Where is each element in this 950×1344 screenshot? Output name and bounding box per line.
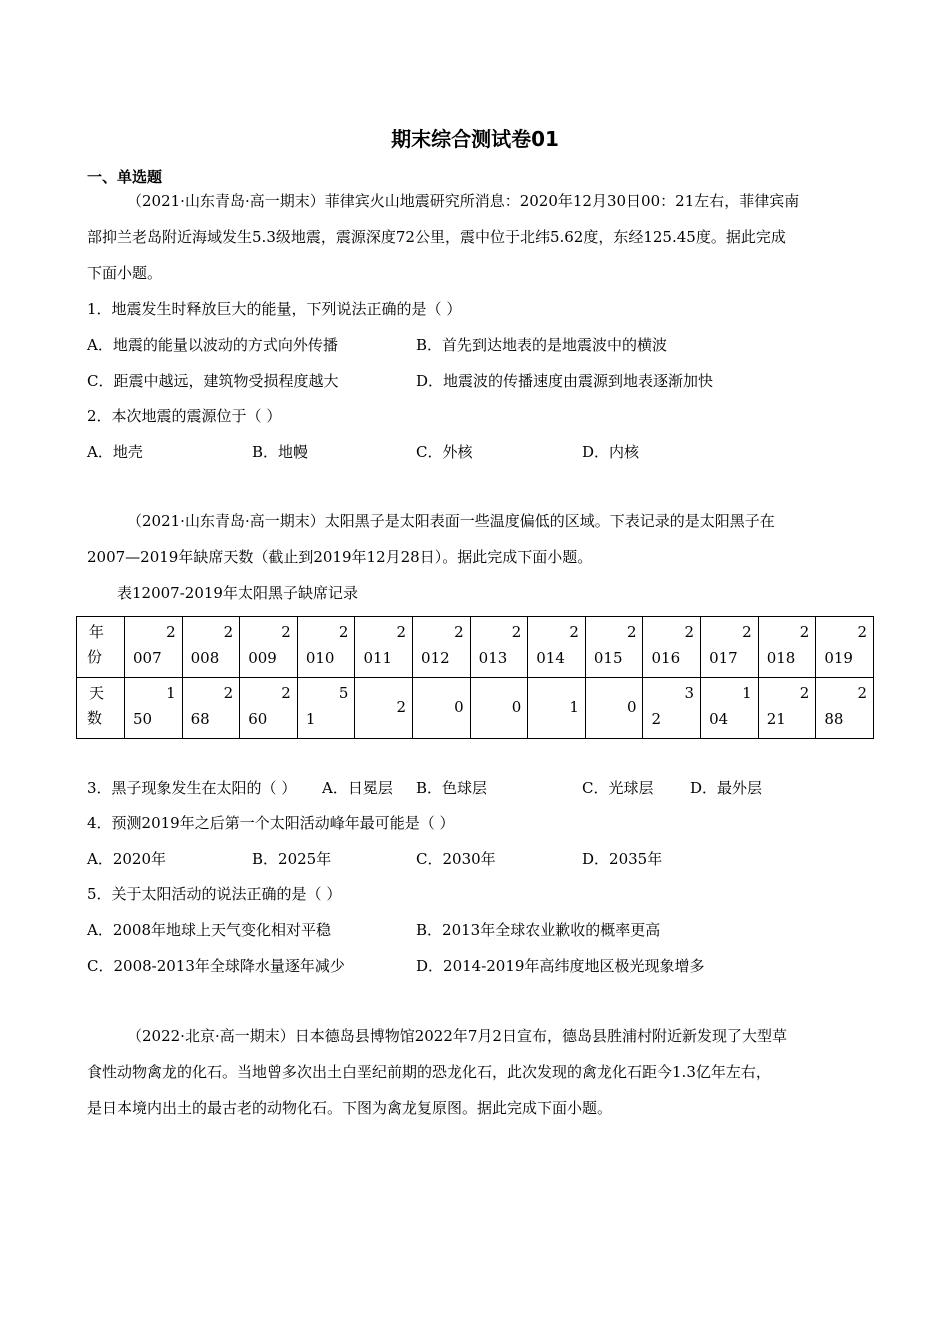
question-5-stem: 5．关于太阳活动的说法正确的是（ ） bbox=[87, 885, 342, 903]
cell-value: 0 bbox=[454, 698, 464, 716]
cell-value-bottom: 1 bbox=[305, 710, 316, 728]
table-cell bbox=[528, 617, 586, 678]
q3-option-a: A．日冕层 bbox=[322, 779, 393, 797]
q4-option-c: C．2030年 bbox=[416, 850, 496, 868]
table-cell bbox=[125, 617, 183, 678]
question-3-stem: 3．黑子现象发生在太阳的（ ） bbox=[87, 779, 297, 797]
cell-value-top: 2 bbox=[511, 623, 522, 641]
table-cell bbox=[528, 678, 586, 739]
cell-value-top: 2 bbox=[684, 623, 695, 641]
table-cell bbox=[182, 617, 240, 678]
cell-value-bottom: 2 bbox=[651, 710, 662, 728]
cell-value-top: 2 bbox=[742, 623, 752, 641]
cell-value-bottom: 007 bbox=[133, 649, 162, 667]
q4-option-b: B．2025年 bbox=[252, 850, 332, 868]
cell-value-bottom: 50 bbox=[133, 710, 153, 728]
cell-value-bottom: 010 bbox=[305, 649, 335, 667]
table-cell bbox=[701, 617, 759, 678]
cell-value-bottom: 014 bbox=[536, 649, 565, 667]
cell-value: 0 bbox=[511, 698, 522, 716]
q4-option-a: A．2020年 bbox=[87, 850, 167, 868]
table-row bbox=[77, 617, 874, 678]
table-cell bbox=[240, 617, 298, 678]
q5-option-d: D．2014-2019年高纬度地区极光现象增多 bbox=[416, 957, 705, 975]
cell-value-top: 1 bbox=[166, 684, 176, 702]
cell-value-bottom: 012 bbox=[421, 649, 450, 667]
cell-value-top: 2 bbox=[626, 623, 637, 641]
cell-value-top: 2 bbox=[166, 623, 176, 641]
table-cell bbox=[470, 617, 528, 678]
cell-value-bottom: 016 bbox=[651, 649, 681, 667]
cell-value-bottom: 88 bbox=[824, 710, 844, 728]
cell-value-top: 2 bbox=[569, 623, 579, 641]
table-cell bbox=[240, 678, 298, 739]
table-cell bbox=[585, 617, 643, 678]
table-cell bbox=[413, 678, 471, 739]
section-heading: 一、单选题 bbox=[87, 168, 163, 186]
q1-option-a: A．地震的能量以波动的方式向外传播 bbox=[87, 336, 338, 354]
cell-value-top: 2 bbox=[799, 684, 810, 702]
passage-3-line: 食性动物禽龙的化石。当地曾多次出土白垩纪前期的恐龙化石，此次发现的禽龙化石距今1.3亿年左右， bbox=[87, 1063, 771, 1081]
cell-value: 0 bbox=[626, 698, 637, 716]
table-cell bbox=[125, 678, 183, 739]
q2-option-a: A．地壳 bbox=[87, 443, 143, 461]
q3-option-c: C．光球层 bbox=[582, 779, 654, 797]
cell-value: 1 bbox=[569, 698, 579, 716]
q4-option-d: D．2035年 bbox=[582, 850, 663, 868]
cell-value-top: 2 bbox=[857, 623, 867, 641]
cell-value-top: 2 bbox=[281, 684, 291, 702]
question-1-stem: 1．地震发生时释放巨大的能量，下列说法正确的是（ ） bbox=[87, 300, 462, 318]
passage-1-line: （2021·山东青岛·高一期末）菲律宾火山地震研究所消息：2020年12月30日00：21左右，菲律宾南 bbox=[127, 192, 800, 210]
question-2-stem: 2．本次地震的震源位于（ ） bbox=[87, 407, 282, 425]
cell-value-top: 5 bbox=[338, 684, 349, 702]
cell-value-top: 2 bbox=[454, 623, 464, 641]
page-title: 期末综合测试卷01 bbox=[391, 127, 559, 151]
row-header-bottom: 数 bbox=[87, 709, 103, 727]
table-row bbox=[77, 678, 874, 739]
table-cell bbox=[297, 678, 355, 739]
table-cell bbox=[470, 678, 528, 739]
cell-value-top: 2 bbox=[338, 623, 349, 641]
cell-value-top: 2 bbox=[396, 623, 407, 641]
passage-2-line: （2021·山东青岛·高一期末）太阳黑子是太阳表面一些温度偏低的区域。下表记录的是太阳黑子在 bbox=[127, 512, 775, 530]
table-cell bbox=[355, 678, 413, 739]
row-header-cell bbox=[77, 617, 125, 678]
row-header-top: 年 bbox=[89, 623, 105, 641]
q2-option-b: B．地幔 bbox=[252, 443, 309, 461]
q3-option-d: D．最外层 bbox=[690, 779, 763, 797]
table-cell bbox=[816, 678, 874, 739]
table-cell bbox=[297, 617, 355, 678]
row-header-cell bbox=[77, 678, 125, 739]
table-caption: 表12007-2019年太阳黑子缺席记录 bbox=[117, 584, 358, 602]
table-cell bbox=[758, 617, 816, 678]
cell-value-top: 1 bbox=[742, 684, 752, 702]
table-cell bbox=[182, 678, 240, 739]
table-cell bbox=[413, 617, 471, 678]
table-cell bbox=[643, 678, 701, 739]
question-4-stem: 4．预测2019年之后第一个太阳活动峰年最可能是（ ） bbox=[87, 814, 455, 832]
cell-value-top: 2 bbox=[281, 623, 291, 641]
cell-value-bottom: 019 bbox=[824, 649, 853, 667]
cell-value: 2 bbox=[396, 698, 407, 716]
q5-option-c: C．2008-2013年全球降水量逐年减少 bbox=[87, 957, 345, 975]
cell-value-top: 2 bbox=[223, 684, 234, 702]
q2-option-d: D．内核 bbox=[582, 443, 640, 461]
cell-value-bottom: 013 bbox=[478, 649, 508, 667]
table-cell bbox=[355, 617, 413, 678]
table-cell bbox=[701, 678, 759, 739]
cell-value-bottom: 04 bbox=[709, 710, 729, 728]
cell-value-bottom: 018 bbox=[766, 649, 796, 667]
cell-value-top: 2 bbox=[857, 684, 867, 702]
table-cell bbox=[816, 617, 874, 678]
passage-1-line: 下面小题。 bbox=[87, 264, 163, 282]
cell-value-bottom: 017 bbox=[709, 649, 738, 667]
q1-option-c: C．距震中越远，建筑物受损程度越大 bbox=[87, 372, 339, 390]
passage-3-line: 是日本境内出土的最古老的动物化石。下图为禽龙复原图。据此完成下面小题。 bbox=[87, 1099, 613, 1117]
q2-option-c: C．外核 bbox=[416, 443, 473, 461]
cell-value-bottom: 011 bbox=[363, 649, 393, 667]
table-cell bbox=[585, 678, 643, 739]
row-header-top: 天 bbox=[89, 684, 105, 702]
q1-option-d: D．地震波的传播速度由震源到地表逐渐加快 bbox=[416, 372, 714, 390]
passage-2-line: 2007—2019年缺席天数（截止到2019年12月28日）。据此完成下面小题。 bbox=[87, 548, 593, 566]
sunspot-table bbox=[76, 616, 874, 739]
cell-value-top: 2 bbox=[799, 623, 810, 641]
q5-option-b: B．2013年全球农业歉收的概率更高 bbox=[416, 921, 661, 939]
row-header-bottom: 份 bbox=[87, 648, 103, 666]
cell-value-bottom: 68 bbox=[190, 710, 210, 728]
passage-1-line: 部抑兰老岛附近海域发生5.3级地震，震源深度72公里，震中位于北纬5.62度，东经125.45度。据此完成 bbox=[87, 228, 786, 246]
q1-option-b: B．首先到达地表的是地震波中的横波 bbox=[416, 336, 668, 354]
cell-value-bottom: 21 bbox=[766, 710, 786, 728]
cell-value-top: 3 bbox=[684, 684, 695, 702]
table-cell bbox=[643, 617, 701, 678]
table-cell bbox=[758, 678, 816, 739]
cell-value-bottom: 60 bbox=[248, 710, 268, 728]
cell-value-bottom: 008 bbox=[190, 649, 220, 667]
cell-value-bottom: 015 bbox=[593, 649, 623, 667]
q3-option-b: B．色球层 bbox=[416, 779, 488, 797]
cell-value-bottom: 009 bbox=[248, 649, 277, 667]
passage-3-line: （2022·北京·高一期末）日本德岛县博物馆2022年7月2日宣布，德岛县胜浦村附近新发现了大型草 bbox=[127, 1027, 787, 1045]
q5-option-a: A．2008年地球上天气变化相对平稳 bbox=[87, 921, 332, 939]
cell-value-top: 2 bbox=[223, 623, 234, 641]
